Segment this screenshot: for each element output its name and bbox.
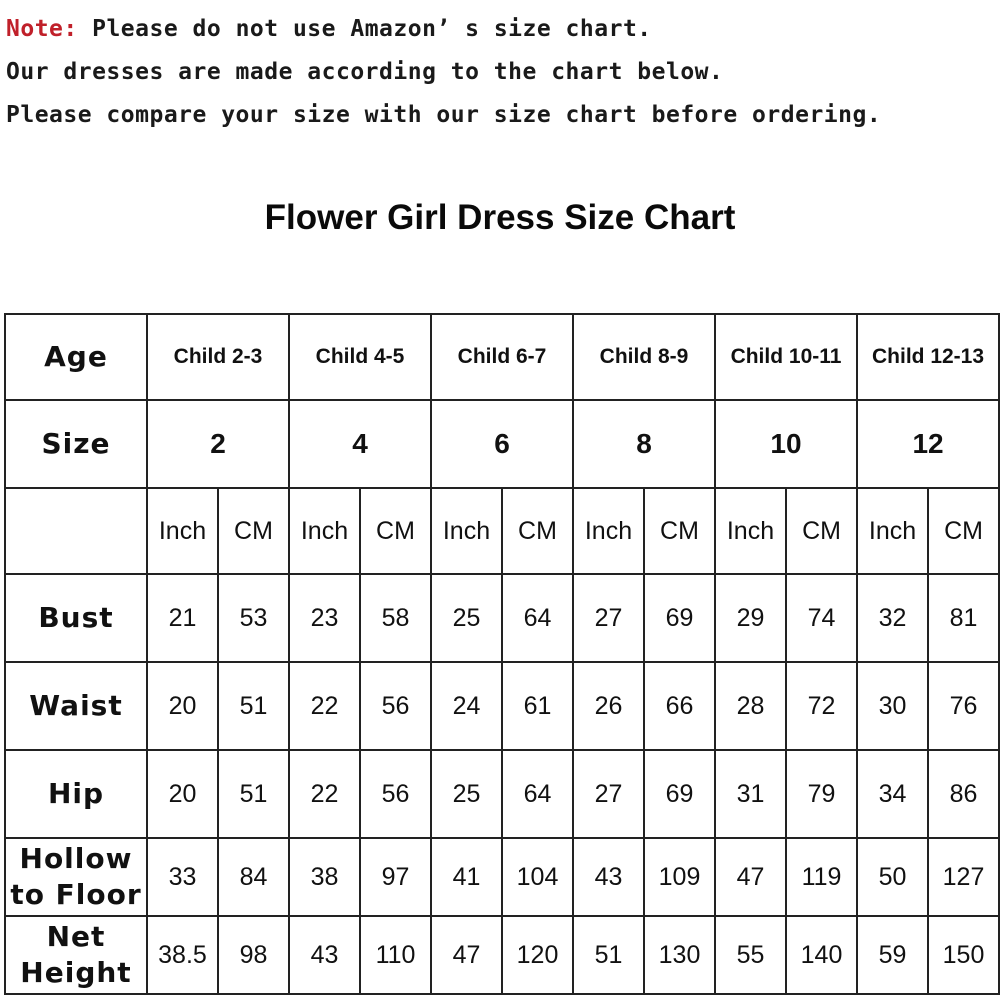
value-cell: 58 xyxy=(360,574,431,662)
value-cell: 74 xyxy=(786,574,857,662)
value-cell: 47 xyxy=(715,838,786,916)
value-cell: 150 xyxy=(928,916,999,994)
value-cell: 109 xyxy=(644,838,715,916)
value-cell: 130 xyxy=(644,916,715,994)
unit-cm-cell: CM xyxy=(928,488,999,574)
value-cell: 26 xyxy=(573,662,644,750)
size-cell: 6 xyxy=(431,400,573,488)
value-cell: 59 xyxy=(857,916,928,994)
size-cell: 2 xyxy=(147,400,289,488)
value-cell: 51 xyxy=(573,916,644,994)
size-cell: 12 xyxy=(857,400,999,488)
unit-cm-cell: CM xyxy=(786,488,857,574)
unit-cm-cell: CM xyxy=(218,488,289,574)
value-cell: 28 xyxy=(715,662,786,750)
value-cell: 84 xyxy=(218,838,289,916)
value-cell: 25 xyxy=(431,574,502,662)
note-line-3: Please compare your size with our size chart before ordering. xyxy=(6,102,882,128)
size-cell: 10 xyxy=(715,400,857,488)
value-cell: 29 xyxy=(715,574,786,662)
unit-inch-cell: Inch xyxy=(289,488,360,574)
value-cell: 66 xyxy=(644,662,715,750)
value-cell: 79 xyxy=(786,750,857,838)
unit-cm-cell: CM xyxy=(644,488,715,574)
measurement-row-hollow-to-floor xyxy=(5,838,999,916)
size-label: Size xyxy=(5,400,147,488)
size-row xyxy=(5,400,999,488)
measurement-row-net-height xyxy=(5,916,999,994)
value-cell: 81 xyxy=(928,574,999,662)
value-cell: 25 xyxy=(431,750,502,838)
unit-inch-cell: Inch xyxy=(857,488,928,574)
note-line-2: Our dresses are made according to the chart below. xyxy=(6,59,724,85)
value-cell: 69 xyxy=(644,750,715,838)
value-cell: 32 xyxy=(857,574,928,662)
row-label-hip: Hip xyxy=(5,750,147,838)
size-cell: 8 xyxy=(573,400,715,488)
value-cell: 53 xyxy=(218,574,289,662)
value-cell: 76 xyxy=(928,662,999,750)
age-cell: Child 6-7 xyxy=(431,314,573,400)
value-cell: 55 xyxy=(715,916,786,994)
age-label: Age xyxy=(5,314,147,400)
unit-row xyxy=(5,488,999,574)
value-cell: 20 xyxy=(147,750,218,838)
unit-inch-cell: Inch xyxy=(431,488,502,574)
value-cell: 127 xyxy=(928,838,999,916)
value-cell: 64 xyxy=(502,750,573,838)
notes-block xyxy=(6,8,881,137)
value-cell: 69 xyxy=(644,574,715,662)
measurement-row-waist xyxy=(5,662,999,750)
age-cell: Child 2-3 xyxy=(147,314,289,400)
value-cell: 51 xyxy=(218,750,289,838)
value-cell: 98 xyxy=(218,916,289,994)
row-label-waist: Waist xyxy=(5,662,147,750)
age-cell: Child 12-13 xyxy=(857,314,999,400)
measurement-row-bust xyxy=(5,574,999,662)
age-cell: Child 4-5 xyxy=(289,314,431,400)
value-cell: 120 xyxy=(502,916,573,994)
unit-inch-cell: Inch xyxy=(573,488,644,574)
value-cell: 38 xyxy=(289,838,360,916)
value-cell: 56 xyxy=(360,662,431,750)
size-cell: 4 xyxy=(289,400,431,488)
age-cell: Child 10-11 xyxy=(715,314,857,400)
value-cell: 119 xyxy=(786,838,857,916)
note-line-1 xyxy=(6,8,881,51)
unit-inch-cell: Inch xyxy=(147,488,218,574)
value-cell: 50 xyxy=(857,838,928,916)
value-cell: 27 xyxy=(573,750,644,838)
value-cell: 64 xyxy=(502,574,573,662)
age-cell: Child 8-9 xyxy=(573,314,715,400)
value-cell: 72 xyxy=(786,662,857,750)
value-cell: 22 xyxy=(289,750,360,838)
unit-row-blank-cell xyxy=(5,488,147,574)
value-cell: 24 xyxy=(431,662,502,750)
age-row xyxy=(5,314,999,400)
value-cell: 104 xyxy=(502,838,573,916)
note-label: Note: xyxy=(6,16,78,42)
value-cell: 23 xyxy=(289,574,360,662)
value-cell: 86 xyxy=(928,750,999,838)
measurement-row-hip xyxy=(5,750,999,838)
unit-inch-cell: Inch xyxy=(715,488,786,574)
value-cell: 61 xyxy=(502,662,573,750)
value-cell: 27 xyxy=(573,574,644,662)
value-cell: 43 xyxy=(289,916,360,994)
row-label-bust: Bust xyxy=(5,574,147,662)
value-cell: 30 xyxy=(857,662,928,750)
note-text-1: Please do not use Amazon’ s size chart. xyxy=(77,16,652,42)
value-cell: 47 xyxy=(431,916,502,994)
value-cell: 140 xyxy=(786,916,857,994)
value-cell: 20 xyxy=(147,662,218,750)
value-cell: 21 xyxy=(147,574,218,662)
chart-title: Flower Girl Dress Size Chart xyxy=(264,198,736,237)
size-chart-table xyxy=(4,313,1000,995)
value-cell: 43 xyxy=(573,838,644,916)
unit-cm-cell: CM xyxy=(502,488,573,574)
unit-cm-cell: CM xyxy=(360,488,431,574)
value-cell: 56 xyxy=(360,750,431,838)
value-cell: 22 xyxy=(289,662,360,750)
value-cell: 33 xyxy=(147,838,218,916)
value-cell: 38.5 xyxy=(147,916,218,994)
value-cell: 97 xyxy=(360,838,431,916)
value-cell: 41 xyxy=(431,838,502,916)
value-cell: 34 xyxy=(857,750,928,838)
value-cell: 51 xyxy=(218,662,289,750)
value-cell: 31 xyxy=(715,750,786,838)
row-label-net-height: Net Height xyxy=(5,916,147,994)
row-label-hollow-to-floor: Hollow to Floor xyxy=(5,838,147,916)
value-cell: 110 xyxy=(360,916,431,994)
